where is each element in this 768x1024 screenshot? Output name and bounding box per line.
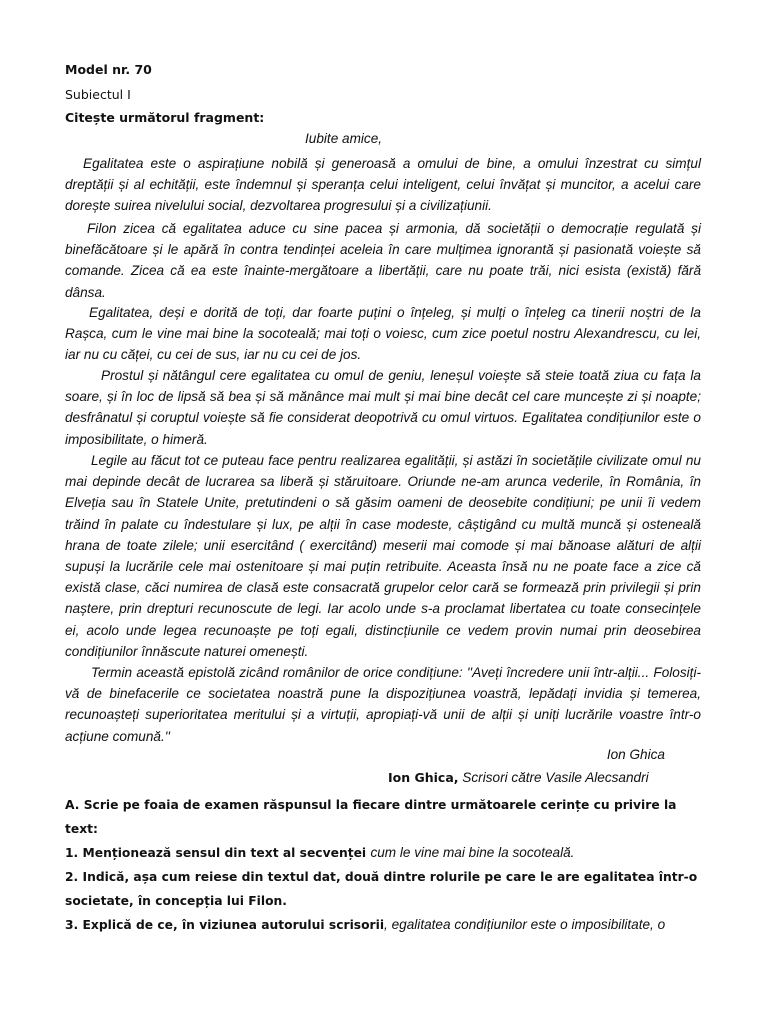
task-1-text: 1. Menționează sensul din text al secvenței [65, 846, 371, 860]
source-author: Ion Ghica, [388, 770, 459, 785]
task-1 [65, 841, 705, 865]
letter-paragraph-4: Prostul și nătângul cere egalitatea cu omul de geniu, leneșul voiește să steie toată ziua cu fața la soare, și în loc de lipsă să bea și să mănânce mai mult și mai bine decât cel care muncește zi și noapte; desfrânatul și coruptul voiește să fie considerat deopotrivă cu omul virtuos. Egalitatea condițiunilor este o imposibilitate, o himeră. [65, 368, 701, 447]
letter-paragraph-6: Termin această epistolă zicând românilor de orice condițiune: ''Aveți încredere unii într-alții... Folosiți-vă de binefacerile ce societatea noastră pune la dispozițiunea voastră, lepădați invidia și temerea, recunoașteți superioritatea meritului și a virtuții, apropiați-vă unii de alții și uniți lucrările voastre într-o acțiune comună.'' [65, 665, 701, 744]
letter-paragraph-1: Egalitatea este o aspirațiune nobilă și generoasă a omului de bine, a omului înzestrat cu simțul dreptății și al echității, este îndemnul și speranța celui inteligent, celui învățat și muncitor, a acelui care dorește suirea nivelului social, dezvoltarea progresului și a civilizațiunii. [65, 156, 701, 214]
letter-salutation: Iubite amice, [305, 131, 383, 146]
model-number: Model nr. 70 [65, 62, 152, 77]
letter-signature: Ion Ghica [606, 747, 665, 762]
letter-paragraph-2: Filon zicea că egalitatea aduce cu sine pacea și armonia, dă societății o democrație regulată și binefăcătoare și le apără în contra tendinței aceleia în care mulțimea ignorantă și pasionată voiește să comande. Zicea că ea este înainte-mergătoare a libertății, care nu poate trăi, nici esista (există) fără dânsa. [65, 221, 701, 300]
task-3 [65, 913, 705, 937]
source-work: Scrisori către Vasile Alecsandri [458, 770, 649, 785]
task-3-quote: , egalitatea condițiunilor este o imposibilitate, o [384, 917, 666, 932]
letter-paragraph-3: Egalitatea, deși e dorită de toți, dar foarte puțini o înțeleg, și mulți o înțeleg ca tinerii noștri de la Rașca, cum le vine mai bine la socoteală; mai toți o voiesc, cum zice poetul nostru Alexandrescu, cu lei, iar nu cu căței, cu cei de sus, iar nu cu cei de jos. [65, 305, 701, 363]
task-3-text: 3. Explică de ce, în viziunea autorului scrisorii [65, 918, 385, 932]
letter-paragraph-5: Legile au făcut tot ce puteau face pentru realizarea egalității, și astăzi în societățile civilizate omul nu mai depinde decât de lucrarea sa liberă și stăruitoare. Oriunde ne-am arunca vederile, în România, în Elveția sau în Statele Unite, pretutindeni o să găsim oameni de deosebite condițiuni; pe unii îi vedem trăind în palate cu îndestulare și lux, pe alții în case modeste, câștigând cu multă muncă și osteneală hrana de toate zilele; unii esercitând ( exercitând) meserii mai comode și mai bănoase alături de alții supuși la lucrările cele mai ostenitoare și mai puțin retribuite. Aceasta însă nu ne poate face a zice că există clase, căci numirea de clasă este consacrată grupelor celor cară se formează prin privilegii și prin naștere, prin drepturi recunoscute de legi. Iar acolo unde s-a proclamat libertatea cu toate consecințele ei, acolo unde legea recunoaște pe toți egali, distincțiunile ce vedem provin numai prin deosebirea condițiunilor înnăscute naturei omenești. [65, 453, 701, 659]
task-intro: A. Scrie pe foaia de examen răspunsul la fiecare dintre următoarele cerințe cu privire la text: [65, 798, 677, 836]
task-1-quote: cum le vine mai bine la socoteală. [370, 845, 575, 860]
reading-instruction: Citește următorul fragment: [65, 110, 265, 125]
task-2 [65, 865, 705, 913]
task-2-text: 2. Indică, așa cum reiese din textul dat, două dintre rolurile pe care le are egalitatea într-o societate, în concepția lui Filon. [65, 870, 698, 908]
source-citation [388, 770, 649, 786]
subject-heading: Subiectul I [65, 87, 131, 102]
